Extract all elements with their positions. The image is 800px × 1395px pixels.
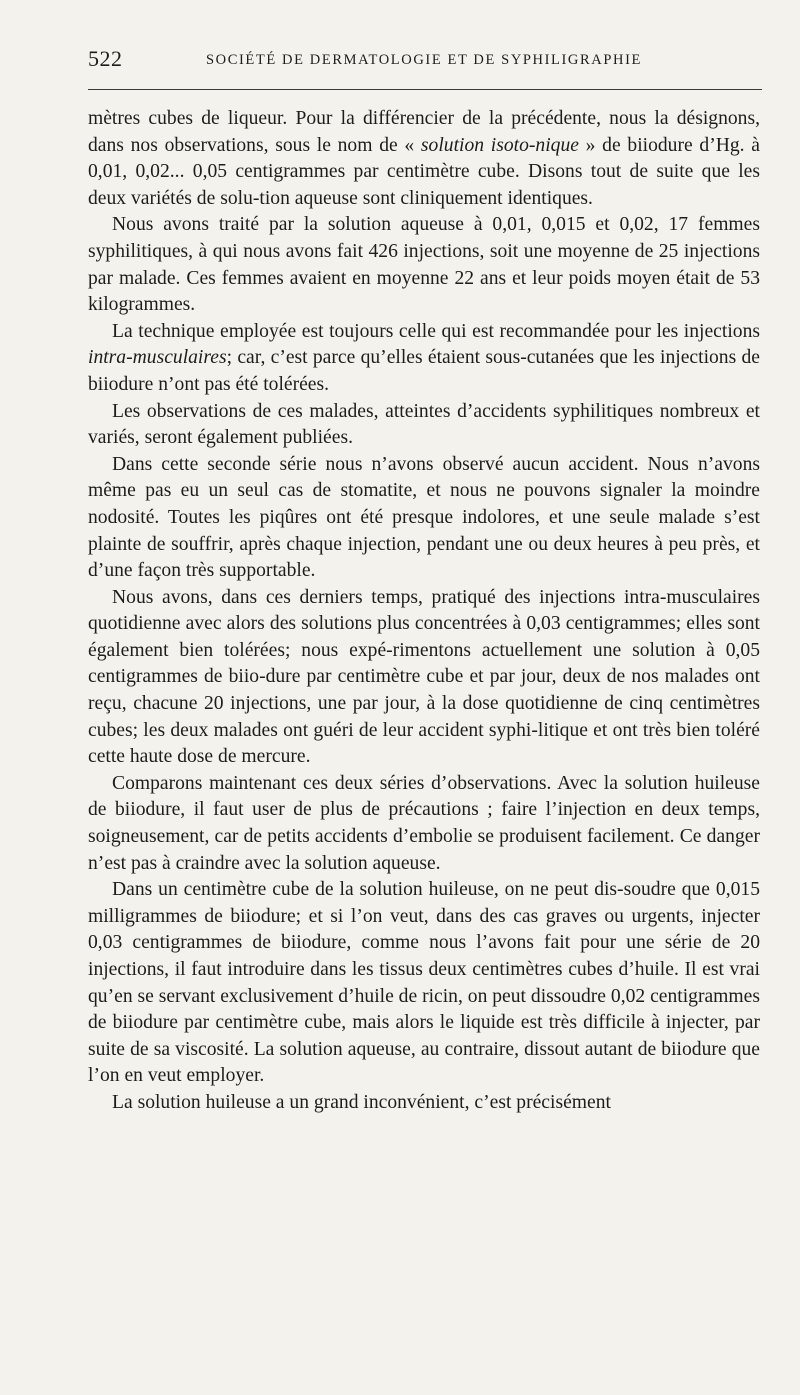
paragraph (88, 319, 760, 399)
paragraph (88, 1090, 760, 1117)
text-run: Dans cette seconde série nous n’avons observé aucun accident. Nous n’avons même pas eu un seul cas de stomatite, et nous ne pouvons signaler la moindre nodosité. Toutes les piqûres ont été presque indolores, et une seule malade s’est plainte de souffrir, après chaque injection, pendant une ou deux heures à peu près, et d’une façon très supportable. (88, 453, 760, 582)
paragraph (88, 106, 760, 212)
text-run: » de biiodure d’Hg. à 0,01, 0,02... 0,05 centigrammes par centimètre cube. Disons tout de suite que les deux variétés de solu-tion aqueuse sont cliniquement identiques. (88, 134, 760, 209)
paragraph (88, 452, 760, 585)
text-run: Nous avons, dans ces derniers temps, pratiqué des injections intra-musculaires quotidienne avec alors des solutions plus concentrées à 0,03 centigrammes; elles sont également bien tolérées; nous expé-rimentons actuellement une solution à 0,05 centigrammes de biio-dure par centimètre cube et par jour, deux de nos malades ont reçu, chacune 20 injections, une par jour, à la dose quotidienne de cinq centimètres cubes; les deux malades ont guéri de leur accident syphi-litique et ont très bien toléré cette haute dose de mercure. (88, 586, 760, 768)
text-run: Comparons maintenant ces deux séries d’observations. Avec la solution huileuse de biiodure, il faut user de plus de précautions ; faire l’injection en deux temps, soigneusement, car de petits accidents d’embolie se produisent facilement. Ce danger n’est pas à craindre avec la solution aqueuse. (88, 772, 760, 874)
paragraph (88, 399, 760, 452)
paragraph (88, 771, 760, 877)
paragraph (88, 212, 760, 318)
text-run: Nous avons traité par la solution aqueuse à 0,01, 0,015 et 0,02, 17 femmes syphilitiques, à qui nous avons fait 426 injections, soit une moyenne de 25 injections par malade. Ces femmes avaient en moyenne 22 ans et leur poids moyen était de 53 kilogrammes. (88, 214, 760, 316)
text-run: Les observations de ces malades, atteintes d’accidents syphilitiques nombreux et variés, seront également publiées. (88, 400, 760, 449)
header-rule (88, 89, 762, 90)
page-header (88, 46, 760, 74)
text-run: La technique employée est toujours celle qui est recommandée pour les injections (112, 320, 760, 342)
paragraph (88, 585, 760, 771)
paragraph (88, 877, 760, 1090)
text-run: La solution huileuse a un grand inconvénient, c’est précisément (112, 1091, 611, 1113)
text-run: mètres cubes de liqueur. Pour la différencier de la précédente, nous la désignons, dans nos observations, sous le nom de « (88, 108, 760, 156)
text-run: ; car, c’est parce qu’elles étaient sous-cutanées que les injections de biiodure n’ont pas été tolérées. (88, 347, 760, 395)
text-run: Dans un centimètre cube de la solution huileuse, on ne peut dis-soudre que 0,015 milligrammes de biiodure; et si l’on veut, dans des cas graves ou urgents, injecter 0,03 centigrammes de biiodure, comme nous l’avons fait pour une série de 20 injections, il faut introduire dans les tissus deux centimètres cubes d’huile. Il est vrai qu’en se servant exclusivement d’huile de ricin, on peut dissoudre 0,02 centigrammes de biiodure par centimètre cube, mais alors le liquide est très difficile à injecter, par suite de sa viscosité. La solution aqueuse, au contraire, dissout autant de biiodure que l’on en veut employer. (88, 879, 760, 1087)
running-title: SOCIÉTÉ DE DERMATOLOGIE ET DE SYPHILIGRAPHIE (206, 52, 642, 68)
italic-text-run: intra-musculaires (88, 347, 227, 369)
body-text (88, 106, 760, 1117)
page-number: 522 (88, 46, 123, 71)
italic-text-run: solution isoto-nique (420, 134, 579, 156)
